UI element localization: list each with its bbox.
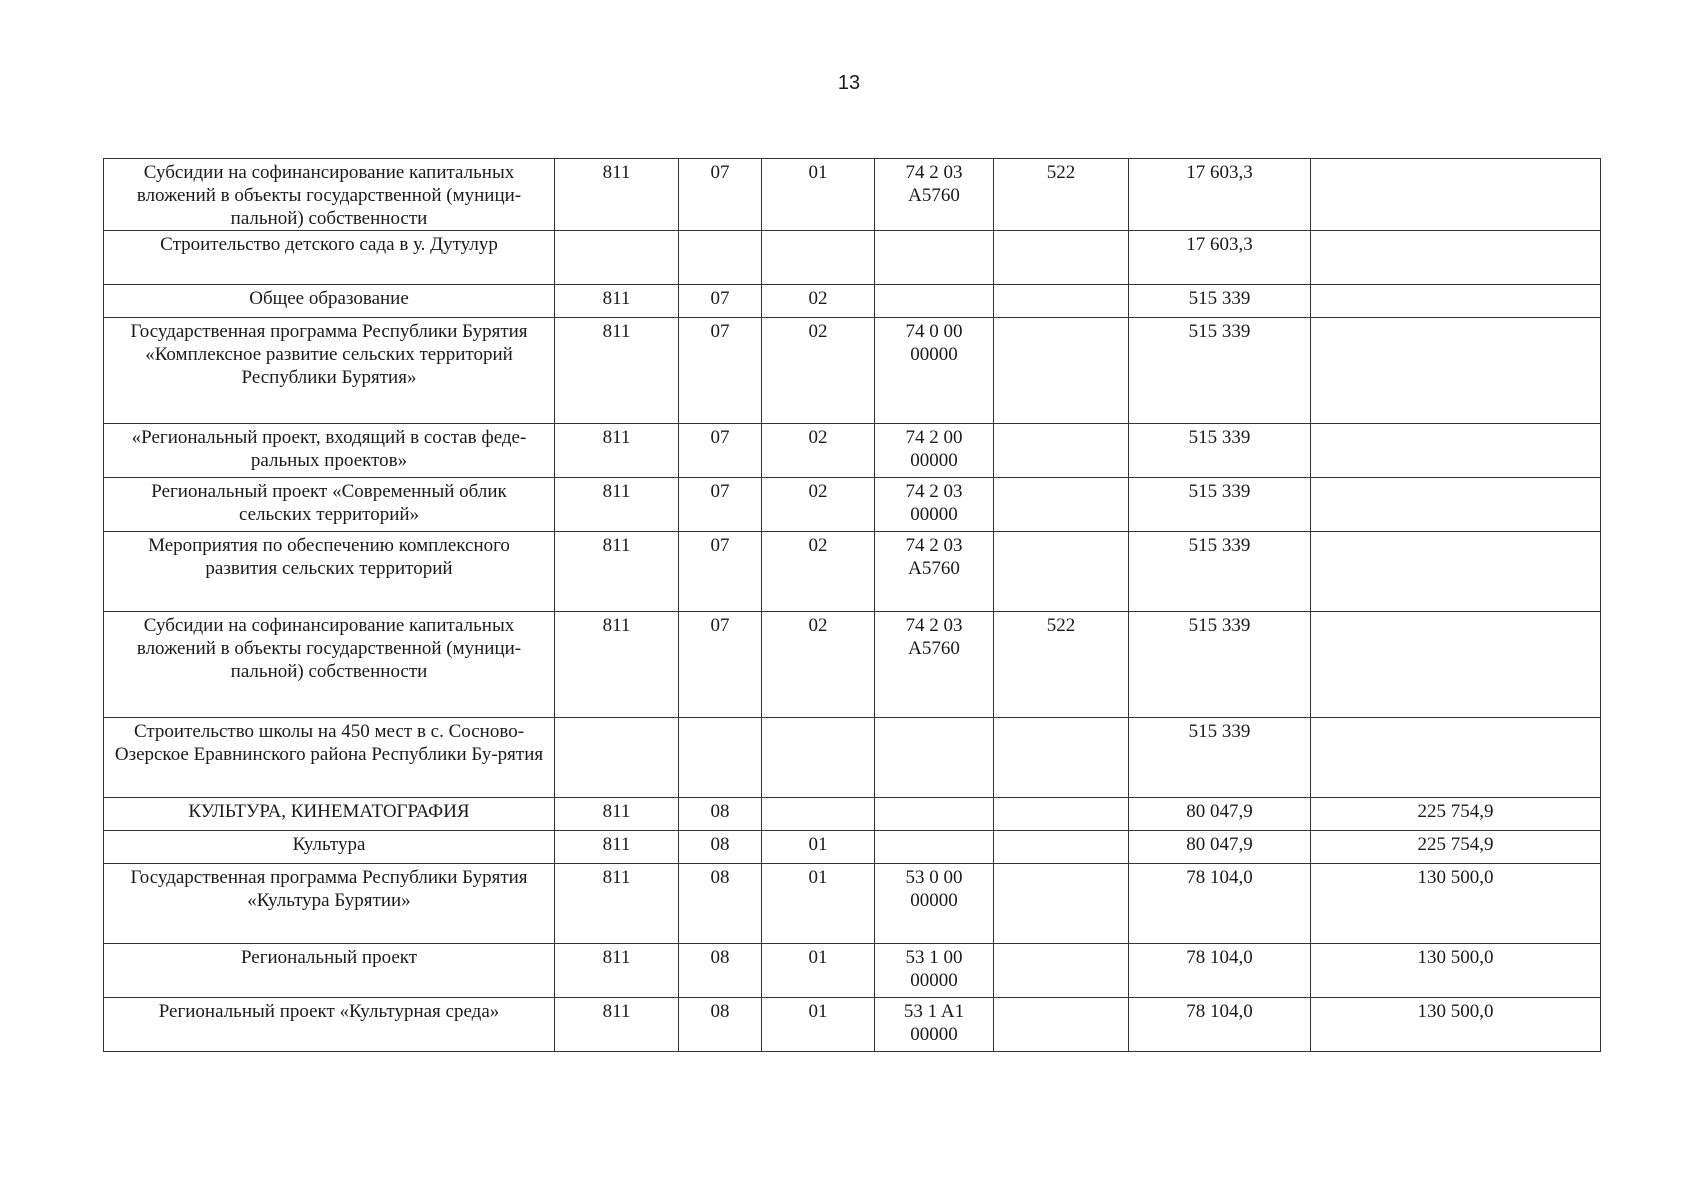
page-number: 13 <box>837 72 861 94</box>
target-article <box>875 231 994 285</box>
expense-type <box>994 231 1129 285</box>
amount-second <box>1311 532 1601 612</box>
row-name: Региональный проект <box>104 944 555 998</box>
subsection-code: 01 <box>762 944 875 998</box>
department-code: 811 <box>555 159 679 231</box>
target-article: 53 0 00 00000 <box>875 864 994 944</box>
expense-type <box>994 318 1129 424</box>
department-code: 811 <box>555 944 679 998</box>
row-name: Субсидии на софинансирование капитальных вложений в объекты государственной (муници-пальной) собственности <box>104 612 555 718</box>
subsection-code: 02 <box>762 285 875 318</box>
target-article: 74 0 00 00000 <box>875 318 994 424</box>
amount-second <box>1311 318 1601 424</box>
table-row <box>104 159 1601 231</box>
budget-table <box>103 158 1601 1052</box>
target-article: 74 2 00 00000 <box>875 424 994 478</box>
expense-type <box>994 478 1129 532</box>
amount-first: 515 339 <box>1129 318 1311 424</box>
target-article: 74 2 03 А5760 <box>875 532 994 612</box>
expense-type: 522 <box>994 159 1129 231</box>
amount-second: 225 754,9 <box>1311 798 1601 831</box>
section-code: 07 <box>679 532 762 612</box>
table-row <box>104 718 1601 798</box>
row-name: Общее образование <box>104 285 555 318</box>
table-row <box>104 231 1601 285</box>
expense-type <box>994 798 1129 831</box>
section-code: 08 <box>679 831 762 864</box>
department-code: 811 <box>555 532 679 612</box>
department-code: 811 <box>555 318 679 424</box>
expense-type <box>994 285 1129 318</box>
row-name: Мероприятия по обеспечению комплексного развития сельских территорий <box>104 532 555 612</box>
subsection-code: 02 <box>762 424 875 478</box>
amount-first: 78 104,0 <box>1129 944 1311 998</box>
row-name: «Региональный проект, входящий в состав феде-ральных проектов» <box>104 424 555 478</box>
department-code: 811 <box>555 998 679 1052</box>
amount-first: 17 603,3 <box>1129 159 1311 231</box>
department-code: 811 <box>555 831 679 864</box>
subsection-code: 02 <box>762 478 875 532</box>
row-name: КУЛЬТУРА, КИНЕМАТОГРАФИЯ <box>104 798 555 831</box>
expense-type <box>994 424 1129 478</box>
section-code: 07 <box>679 424 762 478</box>
section-code <box>679 718 762 798</box>
amount-first: 515 339 <box>1129 478 1311 532</box>
subsection-code: 01 <box>762 998 875 1052</box>
amount-first: 80 047,9 <box>1129 798 1311 831</box>
table-row <box>104 798 1601 831</box>
expense-type: 522 <box>994 612 1129 718</box>
section-code: 07 <box>679 318 762 424</box>
department-code <box>555 231 679 285</box>
row-name: Строительство школы на 450 мест в с. Сосново-Озерское Еравнинского района Республики Бу-рятия <box>104 718 555 798</box>
subsection-code: 01 <box>762 159 875 231</box>
department-code: 811 <box>555 478 679 532</box>
subsection-code <box>762 798 875 831</box>
subsection-code: 02 <box>762 318 875 424</box>
row-name: Культура <box>104 831 555 864</box>
amount-second: 130 500,0 <box>1311 864 1601 944</box>
section-code: 08 <box>679 864 762 944</box>
amount-first: 78 104,0 <box>1129 998 1311 1052</box>
target-article: 74 2 03 00000 <box>875 478 994 532</box>
expense-type <box>994 831 1129 864</box>
subsection-code <box>762 718 875 798</box>
department-code <box>555 718 679 798</box>
row-name: Государственная программа Республики Бурятия «Культура Бурятии» <box>104 864 555 944</box>
amount-second <box>1311 478 1601 532</box>
amount-second <box>1311 612 1601 718</box>
target-article <box>875 831 994 864</box>
table-row <box>104 831 1601 864</box>
department-code: 811 <box>555 424 679 478</box>
section-code: 08 <box>679 998 762 1052</box>
target-article: 74 2 03 А5760 <box>875 159 994 231</box>
amount-first: 80 047,9 <box>1129 831 1311 864</box>
section-code <box>679 231 762 285</box>
table-row <box>104 944 1601 998</box>
subsection-code: 02 <box>762 612 875 718</box>
row-name: Региональный проект «Культурная среда» <box>104 998 555 1052</box>
section-code: 07 <box>679 612 762 718</box>
expense-type <box>994 718 1129 798</box>
amount-first: 515 339 <box>1129 718 1311 798</box>
amount-second: 225 754,9 <box>1311 831 1601 864</box>
table-row <box>104 998 1601 1052</box>
table-row <box>104 478 1601 532</box>
expense-type <box>994 944 1129 998</box>
department-code: 811 <box>555 798 679 831</box>
table-row <box>104 285 1601 318</box>
expense-type <box>994 998 1129 1052</box>
amount-first: 515 339 <box>1129 532 1311 612</box>
department-code: 811 <box>555 612 679 718</box>
amount-second <box>1311 231 1601 285</box>
amount-second <box>1311 285 1601 318</box>
expense-type <box>994 532 1129 612</box>
table-row <box>104 532 1601 612</box>
row-name: Региональный проект «Современный облик сельских территорий» <box>104 478 555 532</box>
amount-first: 17 603,3 <box>1129 231 1311 285</box>
table-row <box>104 864 1601 944</box>
section-code: 07 <box>679 285 762 318</box>
row-name: Государственная программа Республики Бурятия «Комплексное развитие сельских территорий Республики Бурятия» <box>104 318 555 424</box>
row-name: Субсидии на софинансирование капитальных вложений в объекты государственной (муници-пальной) собственности <box>104 159 555 231</box>
department-code: 811 <box>555 285 679 318</box>
amount-second: 130 500,0 <box>1311 944 1601 998</box>
target-article <box>875 285 994 318</box>
table-row <box>104 612 1601 718</box>
section-code: 08 <box>679 944 762 998</box>
section-code: 07 <box>679 159 762 231</box>
subsection-code: 01 <box>762 831 875 864</box>
amount-second: 130 500,0 <box>1311 998 1601 1052</box>
amount-first: 515 339 <box>1129 285 1311 318</box>
table-row <box>104 424 1601 478</box>
target-article <box>875 798 994 831</box>
amount-first: 515 339 <box>1129 424 1311 478</box>
table-row <box>104 318 1601 424</box>
amount-second <box>1311 424 1601 478</box>
amount-first: 515 339 <box>1129 612 1311 718</box>
amount-first: 78 104,0 <box>1129 864 1311 944</box>
target-article: 74 2 03 А5760 <box>875 612 994 718</box>
subsection-code: 02 <box>762 532 875 612</box>
target-article: 53 1 A1 00000 <box>875 998 994 1052</box>
subsection-code: 01 <box>762 864 875 944</box>
amount-second <box>1311 159 1601 231</box>
amount-second <box>1311 718 1601 798</box>
target-article <box>875 718 994 798</box>
section-code: 08 <box>679 798 762 831</box>
subsection-code <box>762 231 875 285</box>
section-code: 07 <box>679 478 762 532</box>
department-code: 811 <box>555 864 679 944</box>
row-name: Строительство детского сада в у. Дутулур <box>104 231 555 285</box>
expense-type <box>994 864 1129 944</box>
target-article: 53 1 00 00000 <box>875 944 994 998</box>
